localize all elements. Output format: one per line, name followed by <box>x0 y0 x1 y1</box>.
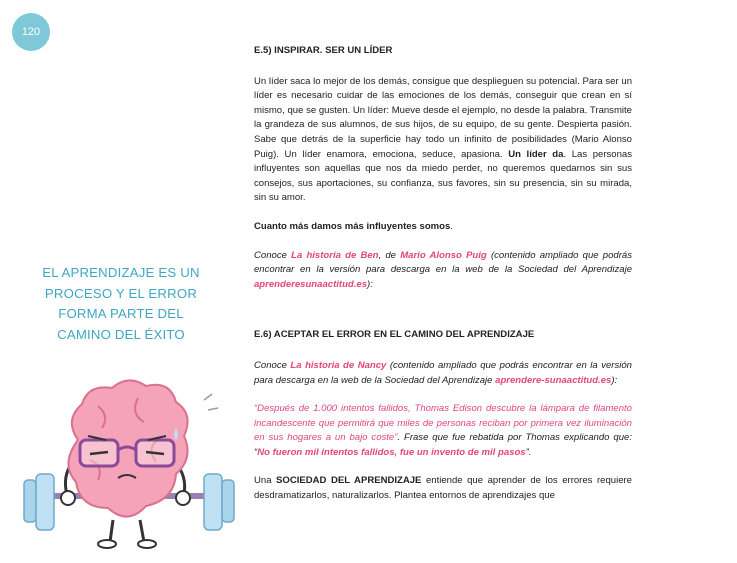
brain-weightlifting-illustration <box>18 370 238 550</box>
text-run: entiende que aprender de los errores requiere desdramatizarlos, naturalizarlos. Plantea entornos de aprendizajes que <box>254 475 632 502</box>
page-number-badge: 120 <box>12 13 50 51</box>
bold-text: Cuanto más damos más influyentes somos <box>254 220 451 232</box>
side-quote-line: EL APRENDIZAJE ES UN <box>42 265 200 280</box>
text-run: . Las personas influyentes son aquellas que nos da miedo perder, no queremos quedarnos sin sus consejos, sus aportaciones, su confianza, sus favores, sin su presencia, sin su mirada, sin su amor. <box>254 148 632 204</box>
side-quote <box>30 263 212 345</box>
text-run: Una <box>254 475 277 487</box>
main-text-column <box>254 44 632 518</box>
text-run: ): <box>611 374 618 386</box>
edison-reply: No fueron mil intentos fallidos, fue un invento de mil pasos <box>257 446 526 458</box>
text-run: ): <box>367 278 373 290</box>
side-quote-line: FORMA PARTE DEL <box>58 306 184 321</box>
paragraph-society <box>254 474 632 503</box>
text-run: Un líder saca lo mejor de los demás, consigue que desplieguen su potencial. Para ser un líder es necesario cuidar de las emociones de los demás, conseguir que crean en sí mismo, que se gusten. Un líder: Mueve desde el ejemplo, no desde la palabra. Transmite la grandeza de sus alumnos, de sus hijos, de su equipo, de su gente. Despierta pasión. Sabe que detrás de la superficie hay todo un infinito de posibilidades (Mario Alonso Puig). Un líder enamora, emociona, seduce, apasiona. <box>254 75 632 160</box>
text-run: (contenido ampliado que podrás encontrar en la versión para descarga en la web de la Sociedad del Aprendizaje <box>254 359 632 386</box>
website-link[interactable]: aprenderesunaactitud.es <box>254 278 368 290</box>
website-link[interactable]: aprendere-sunaactitud.es <box>495 374 612 386</box>
section-heading-e5: E.5) INSPIRAR. SER UN LÍDER <box>254 45 393 56</box>
text-run: . <box>450 220 453 232</box>
text-run: , de <box>378 249 401 261</box>
paragraph-leader <box>254 75 632 206</box>
story-link-nancy[interactable]: La historia de Nancy <box>290 359 387 371</box>
paragraph-influence <box>254 220 632 235</box>
story-link-ben[interactable]: La historia de Ben <box>291 249 379 261</box>
paragraph-ben-story <box>254 249 632 293</box>
text-run: (contenido ampliado que podrás encontrar en la versión para descarga en la web de la Sociedad del Aprendizaje <box>254 249 632 276</box>
bold-text: SOCIEDAD DEL APRENDIZAJE <box>276 475 422 487</box>
paragraph-nancy-story <box>254 359 632 388</box>
side-quote-line: CAMINO DEL ÉXITO <box>57 326 185 342</box>
paragraph-edison-quote <box>254 402 632 460</box>
section-heading-e6: E.6) ACEPTAR EL ERROR EN EL CAMINO DEL APRENDIZAJE <box>254 329 535 341</box>
bold-text: Un líder da <box>508 148 564 160</box>
text-run: . Frase que fue rebatida por Thomas explicando que: “ <box>254 432 632 458</box>
edison-quote: “Después de 1.000 intentos fallidos, Thomas Edison descubre la lámpara de filamento incandescente que permitirá que miles de personas reciban por primera vez iluminación en sus hogares a un bajo coste” <box>254 403 632 444</box>
author-link[interactable]: Mario Alonso Puig <box>400 249 487 261</box>
text-run: Conoce <box>254 359 291 371</box>
text-run: Conoce <box>254 249 292 261</box>
text-run: ”. <box>525 446 532 458</box>
side-quote-line: PROCESO Y EL ERROR <box>44 285 198 301</box>
